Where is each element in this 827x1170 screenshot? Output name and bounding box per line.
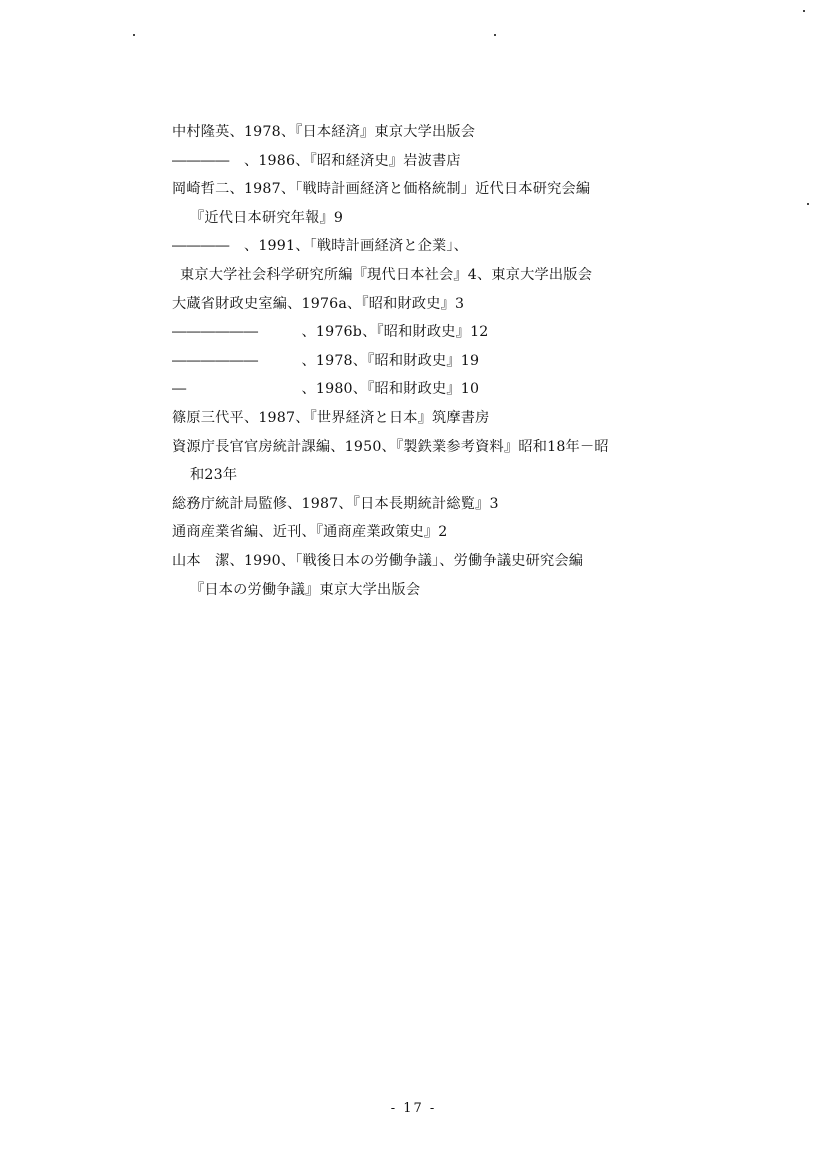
- reference-entry-continuation: 和23年: [190, 467, 238, 484]
- scan-speck: [803, 10, 805, 12]
- scan-speck: [807, 203, 809, 205]
- page-number: - 17 -: [390, 1101, 437, 1116]
- reference-entry-continuation: 東京大学社会科学研究所編『現代日本社会』4、東京大学出版会: [180, 266, 593, 283]
- reference-entry: ―――――― 、1976b、『昭和財政史』12: [172, 324, 489, 341]
- reference-entry: 山本 潔、1990、「戦後日本の労働争議」、労働争議史研究会編: [172, 552, 584, 569]
- reference-entry: ―――― 、1991、「戦時計画経済と企業」、: [172, 238, 469, 255]
- reference-entry: 通商産業省編、近刊、『通商産業政策史』2: [172, 524, 448, 541]
- reference-entry: ― 、1980、『昭和財政史』10: [172, 381, 480, 398]
- scan-speck: [133, 34, 135, 36]
- reference-entry: 中村隆英、1978、『日本経済』東京大学出版会: [172, 124, 476, 140]
- reference-entry: 岡崎哲二、1987、「戦時計画経済と価格統制」近代日本研究会編: [172, 181, 591, 198]
- reference-entry: ―――― 、1986、『昭和経済史』岩波書店: [172, 152, 461, 169]
- scan-speck: [494, 34, 496, 36]
- reference-entry-continuation: 『日本の労働争議』東京大学出版会: [190, 581, 421, 598]
- reference-entry: 大蔵省財政史室編、1976a、『昭和財政史』3: [172, 295, 465, 312]
- reference-list: [172, 118, 672, 604]
- reference-entry: 総務庁統計局監修、1987、『日本長期統計総覧』3: [172, 495, 499, 512]
- reference-entry: ―――――― 、1978、『昭和財政史』19: [172, 352, 480, 369]
- reference-entry-continuation: 『近代日本研究年報』9: [190, 209, 344, 226]
- reference-entry: 篠原三代平、1987、『世界経済と日本』筑摩書房: [172, 409, 490, 426]
- reference-entry: 資源庁長官官房統計課編、1950、『製鉄業参考資料』昭和18年－昭: [172, 438, 609, 455]
